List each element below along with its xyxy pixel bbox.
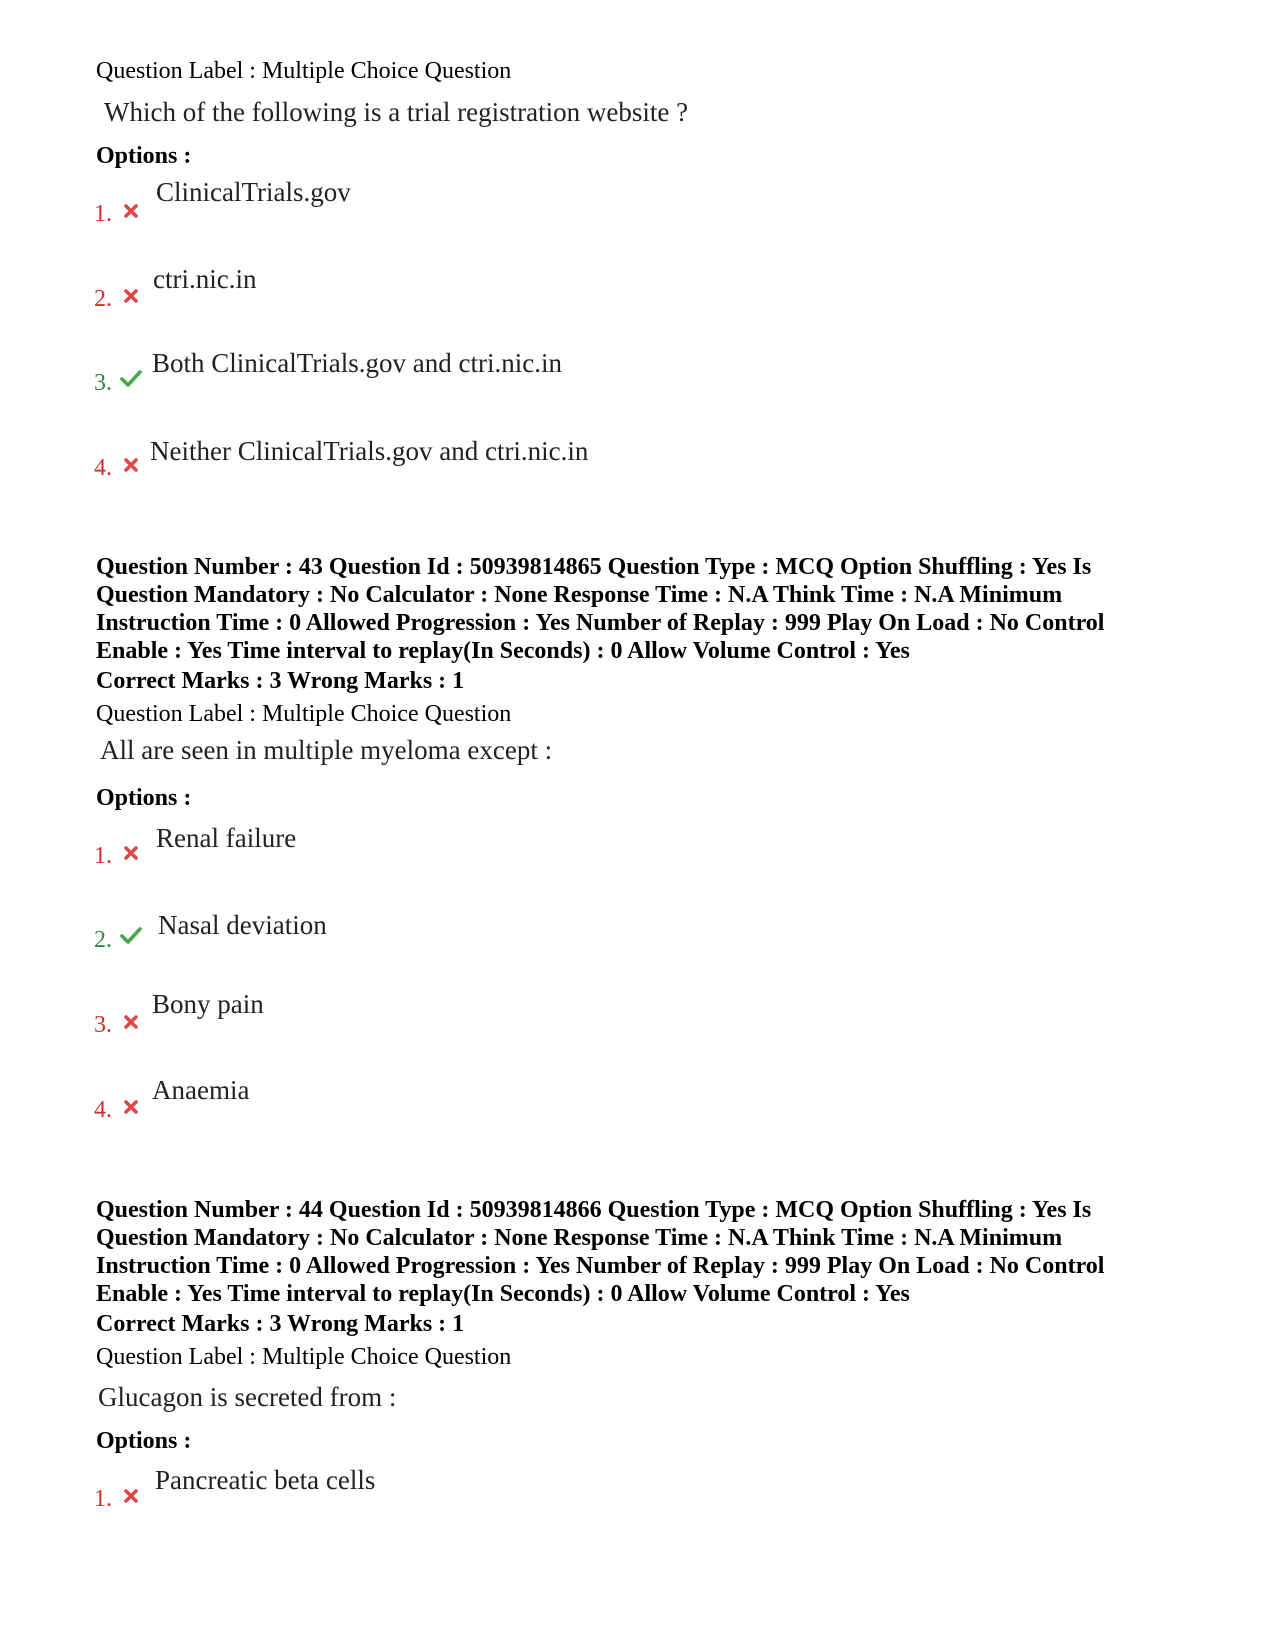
option-text: Bony pain [152,989,264,1019]
metadata-line: Question Number : 43 Question Id : 50939814865 Question Type : MCQ Option Shuffling : Yes Is [96,554,1092,580]
question-text: All are seen in multiple myeloma except : [100,735,553,765]
marks-info: Correct Marks : 3 Wrong Marks : 1 [96,668,465,694]
option-number: 1. [94,201,112,227]
option-number: 1. [94,843,112,869]
option-number: 3. [94,1012,112,1038]
options-heading: Options : [96,785,192,811]
metadata-line: Question Mandatory : No Calculator : None Response Time : N.A Think Time : N.A Minimum [96,582,1063,608]
question-label: Question Label : Multiple Choice Question [96,701,512,727]
question-label: Question Label : Multiple Choice Question [96,1344,512,1370]
option-number: 2. [94,927,112,953]
question-label: Question Label : Multiple Choice Question [96,58,512,84]
option-text: Renal failure [156,823,297,853]
cross-icon [122,287,140,305]
cross-icon [122,456,140,474]
option-text: ctri.nic.in [153,264,257,294]
cross-icon [122,1098,140,1116]
question-metadata [96,1196,1216,1308]
cross-icon [122,1013,140,1031]
option-text: Both ClinicalTrials.gov and ctri.nic.in [152,348,562,378]
metadata-line: Instruction Time : 0 Allowed Progression : Yes Number of Replay : 999 Play On Load : No Control [96,1253,1105,1279]
question-text: Glucagon is secreted from : [98,1382,397,1412]
question-metadata [96,553,1216,665]
cross-icon [122,202,140,220]
option-text: Nasal deviation [158,910,327,940]
metadata-line: Enable : Yes Time interval to replay(In Seconds) : 0 Allow Volume Control : Yes [96,1281,910,1307]
option-number: 1. [94,1486,112,1512]
metadata-line: Question Number : 44 Question Id : 50939814866 Question Type : MCQ Option Shuffling : Yes Is [96,1197,1092,1223]
metadata-line: Instruction Time : 0 Allowed Progression : Yes Number of Replay : 999 Play On Load : No Control [96,610,1105,636]
marks-info: Correct Marks : 3 Wrong Marks : 1 [96,1311,465,1337]
cross-icon [122,844,140,862]
check-icon [120,369,142,389]
option-number: 4. [94,455,112,481]
option-text: ClinicalTrials.gov [156,177,351,207]
question-text: Which of the following is a trial registration website ? [104,97,689,127]
metadata-line: Question Mandatory : No Calculator : None Response Time : N.A Think Time : N.A Minimum [96,1225,1063,1251]
option-text: Neither ClinicalTrials.gov and ctri.nic.in [150,436,589,466]
option-text: Pancreatic beta cells [155,1465,376,1495]
check-icon [120,926,142,946]
options-heading: Options : [96,1428,192,1454]
option-number: 3. [94,370,112,396]
options-heading: Options : [96,143,192,169]
option-number: 2. [94,286,112,312]
option-text: Anaemia [152,1075,250,1105]
option-number: 4. [94,1097,112,1123]
metadata-line: Enable : Yes Time interval to replay(In Seconds) : 0 Allow Volume Control : Yes [96,638,910,664]
cross-icon [122,1487,140,1505]
